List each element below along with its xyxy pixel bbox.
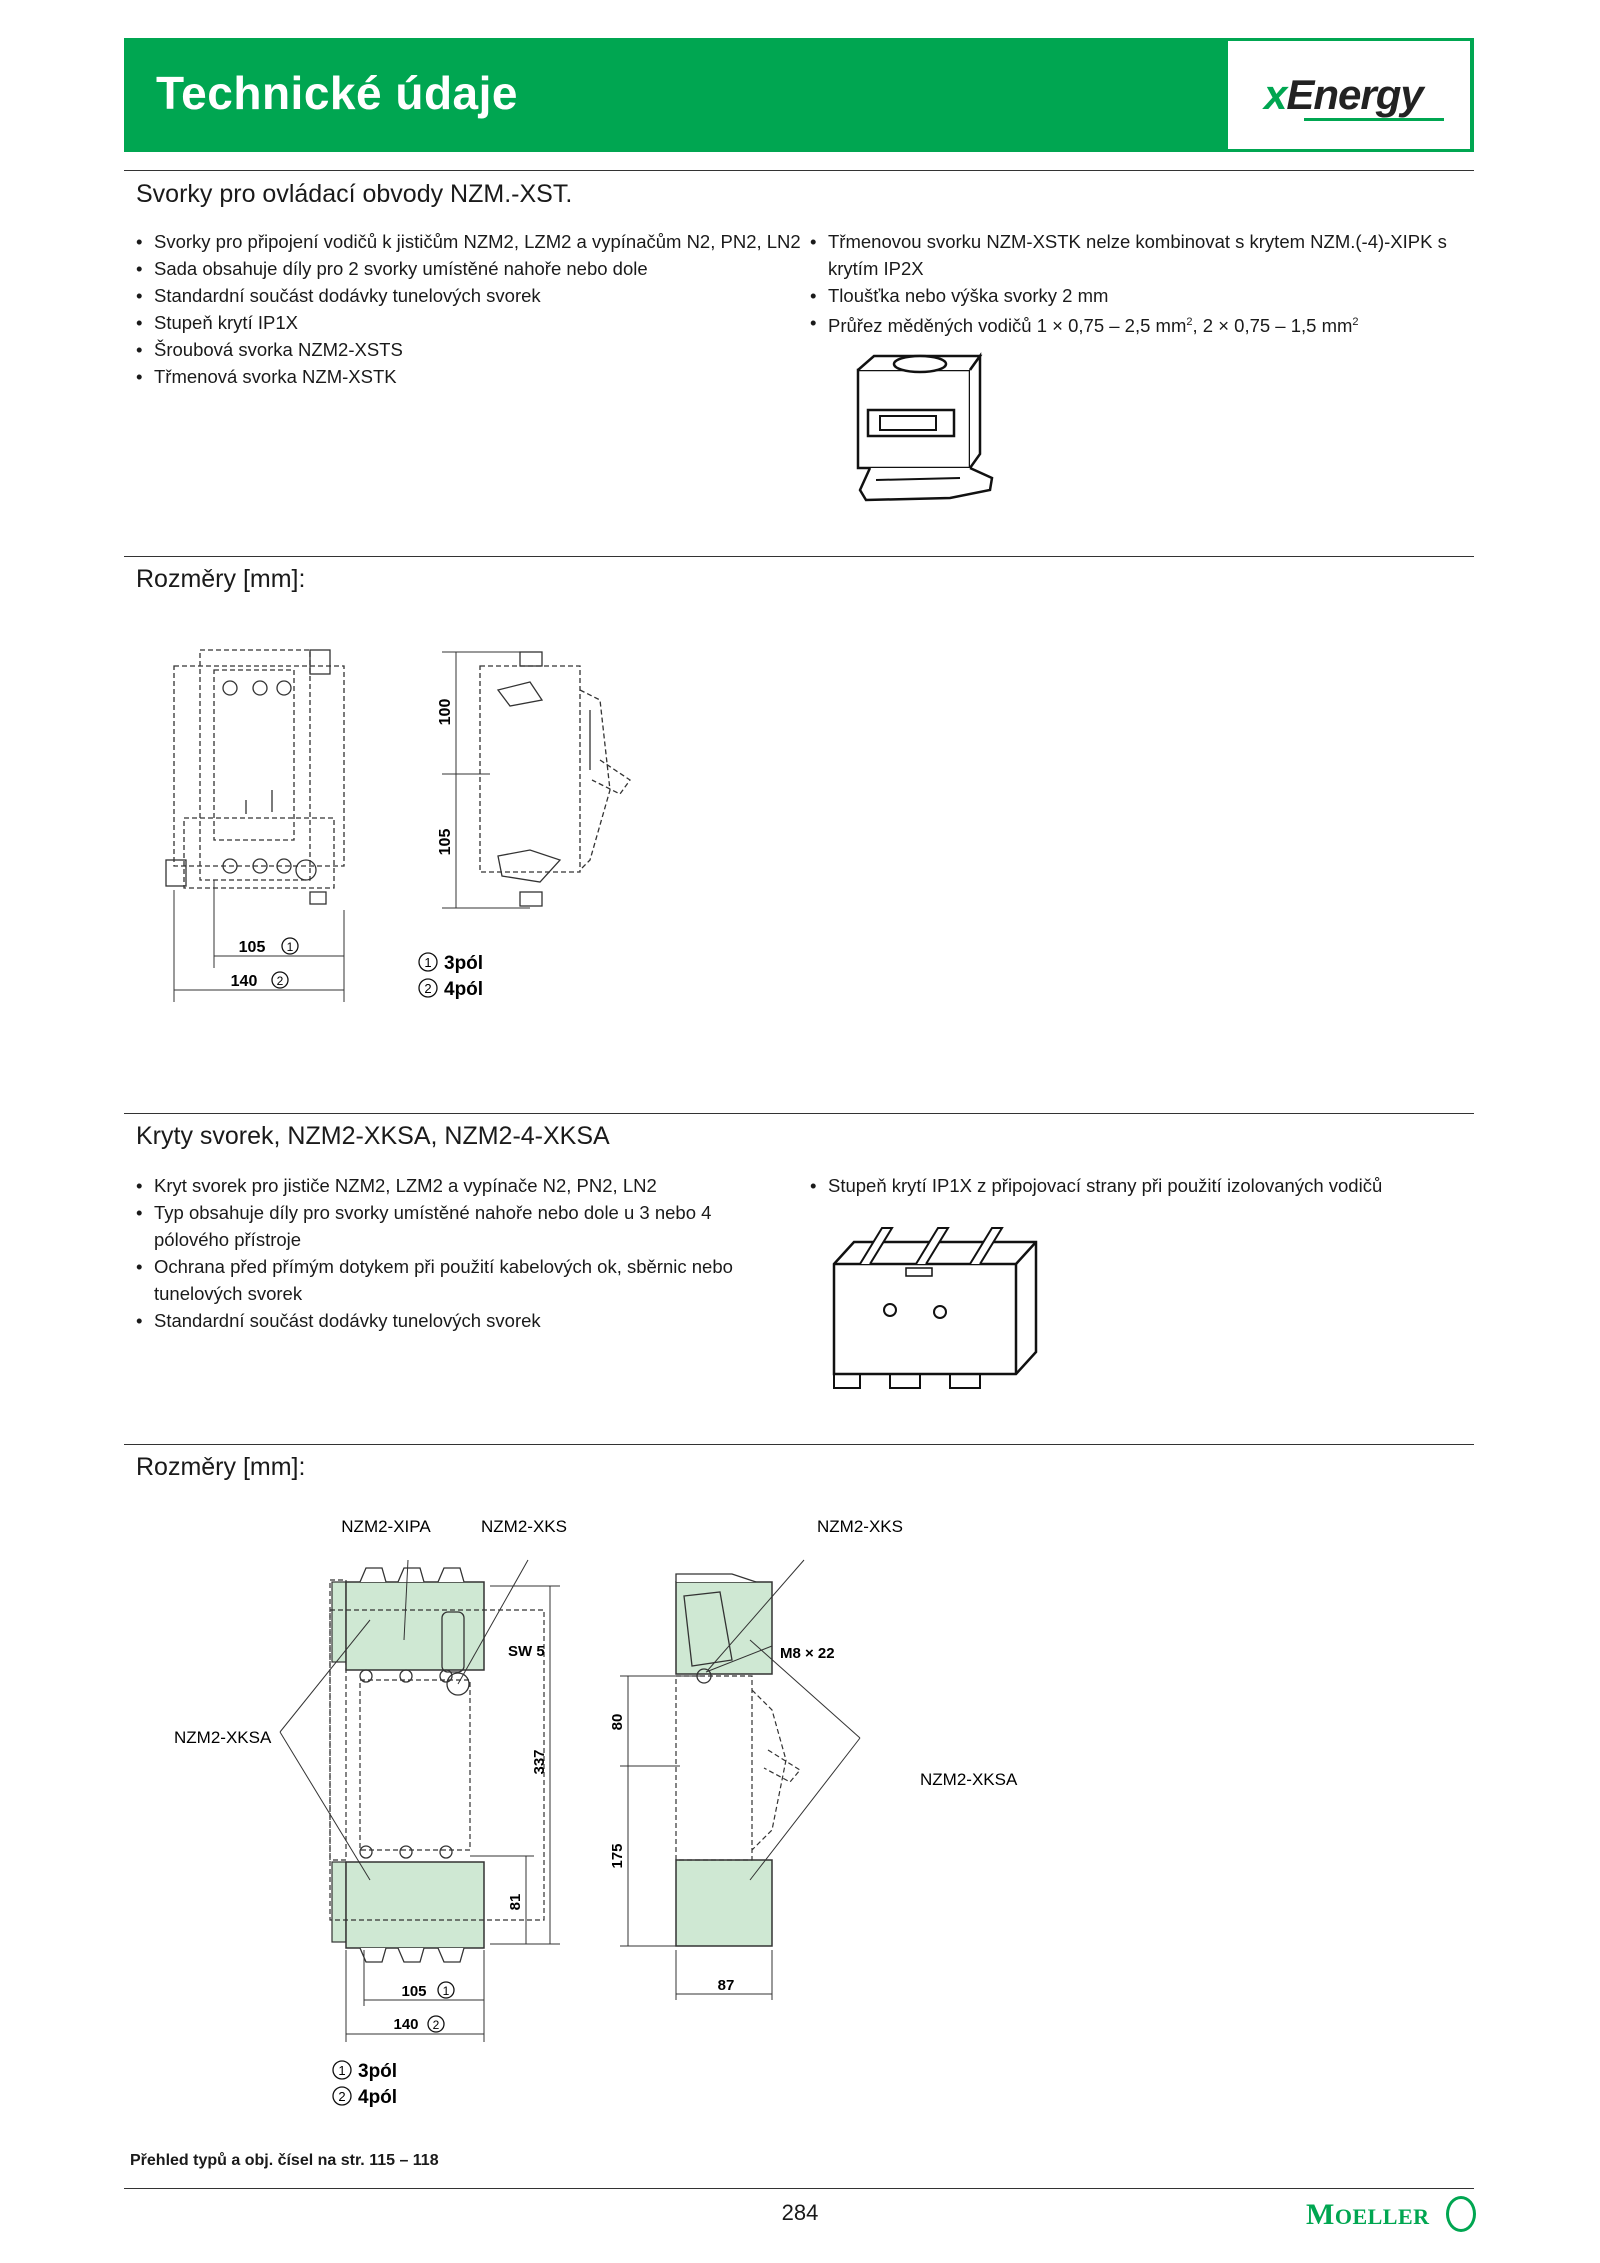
marker-2: 2 <box>276 974 284 988</box>
legend-marker-2: 2 <box>338 2089 346 2104</box>
page-header <box>124 38 1474 152</box>
page-title: Technické údaje <box>156 67 519 119</box>
moeller-logo: MOELLER <box>1306 2198 1430 2231</box>
section-title: Kryty svorek, NZM2-XKSA, NZM2-4-XKSA <box>136 1122 610 1150</box>
label-nzm2-xipa: NZM2-XIPA <box>341 1517 431 1536</box>
dim-105: 105 <box>401 1983 427 2000</box>
dim-140: 140 <box>230 973 258 990</box>
marker-1: 1 <box>286 940 294 954</box>
bullet-list-left <box>134 228 814 390</box>
logo-text: xEnergy <box>1264 71 1423 118</box>
label-sw5: SW 5 <box>508 1643 545 1660</box>
dim-105-vertical: 105 <box>437 828 454 856</box>
legend-4pol: 4pól <box>444 979 484 1000</box>
divider <box>124 1113 1474 1114</box>
xenergy-logo <box>1228 41 1470 149</box>
bullet-list-right <box>808 228 1448 339</box>
label-m8x22: M8 × 22 <box>780 1645 835 1662</box>
section-title: Rozměry [mm]: <box>136 1453 306 1481</box>
legend-4pol: 4pól <box>358 2087 398 2108</box>
divider <box>124 170 1474 171</box>
dim-87: 87 <box>717 1977 735 1994</box>
label-nzm2-xks-side: NZM2-XKS <box>817 1517 903 1536</box>
dimension-drawing-2 <box>160 1500 1018 2120</box>
legend-marker-2: 2 <box>424 981 432 996</box>
list-item: • Tloušťka nebo výška svorky 2 mm <box>808 282 1448 309</box>
list-item: • Standardní součást dodávky tunelových svorek <box>134 1307 774 1334</box>
dimension-drawing-1 <box>160 630 720 1030</box>
marker-1: 1 <box>442 1984 450 1998</box>
list-item: • Stupeň krytí IP1X z připojovací strany při použití izolovaných vodičů <box>808 1172 1448 1199</box>
divider <box>124 1444 1474 1445</box>
divider <box>124 2188 1474 2189</box>
dim-105: 105 <box>238 939 266 956</box>
cover-illustration <box>830 1222 1040 1392</box>
label-nzm2-xks: NZM2-XKS <box>481 1517 567 1536</box>
logo-underline <box>1304 118 1444 121</box>
list-item: • Kryt svorek pro jističe NZM2, LZM2 a vypínače N2, PN2, LN2 <box>134 1172 774 1199</box>
dim-140: 140 <box>393 2016 419 2033</box>
list-item: • Průřez měděných vodičů 1 × 0,75 – 2,5 $mm^2$, 2 × 0,75 – 1,5 $mm^2$ <box>808 309 1448 339</box>
section-title: Rozměry [mm]: <box>136 565 306 593</box>
label-nzm2-xksa-left: NZM2-XKSA <box>174 1728 272 1747</box>
list-item: • Svorky pro připojení vodičů k jističům NZM2, LZM2 a vypínačům N2, PN2, LN2 <box>134 228 814 255</box>
dim-337: 337 <box>531 1749 548 1775</box>
page-number: 284 <box>781 2200 819 2225</box>
list-item: • Sada obsahuje díly pro 2 svorky umístěné nahoře nebo dole <box>134 255 814 282</box>
marker-2: 2 <box>432 2018 440 2032</box>
dim-175: 175 <box>609 1843 626 1869</box>
divider <box>124 556 1474 557</box>
legend-marker-1: 1 <box>338 2063 346 2078</box>
legend-3pol: 3pól <box>444 953 484 974</box>
footer-note: Přehled typů a obj. čísel na str. 115 – 118 <box>130 2152 439 2169</box>
list-item: • Stupeň krytí IP1X <box>134 309 814 336</box>
bullet-list-right <box>808 1172 1448 1199</box>
list-item: • Typ obsahuje díly pro svorky umístěné nahoře nebo dole u 3 nebo 4 pólového přístroje <box>134 1199 774 1253</box>
terminal-illustration <box>840 350 1010 510</box>
legend-marker-1: 1 <box>424 955 432 970</box>
section-title: Svorky pro ovládací obvody NZM.-XST. <box>136 180 573 208</box>
dim-81: 81 <box>507 1893 524 1911</box>
legend-3pol: 3pól <box>358 2061 398 2082</box>
dim-80: 80 <box>609 1713 626 1731</box>
list-item: • Ochrana před přímým dotykem při použití kabelových ok, sběrnic nebo tunelových svorek <box>134 1253 774 1307</box>
list-item: • Šroubová svorka NZM2-XSTS <box>134 336 814 363</box>
bullet-list-left <box>134 1172 774 1334</box>
list-item: • Třmenová svorka NZM-XSTK <box>134 363 814 390</box>
dim-100: 100 <box>437 698 454 726</box>
list-item: • Standardní součást dodávky tunelových svorek <box>134 282 814 309</box>
label-nzm2-xksa-right: NZM2-XKSA <box>920 1770 1018 1789</box>
moeller-emblem-icon <box>1446 2196 1476 2232</box>
list-item: • Třmenovou svorku NZM-XSTK nelze kombinovat s krytem NZM.(-4)-XIPK s krytím IP2X <box>808 228 1448 282</box>
